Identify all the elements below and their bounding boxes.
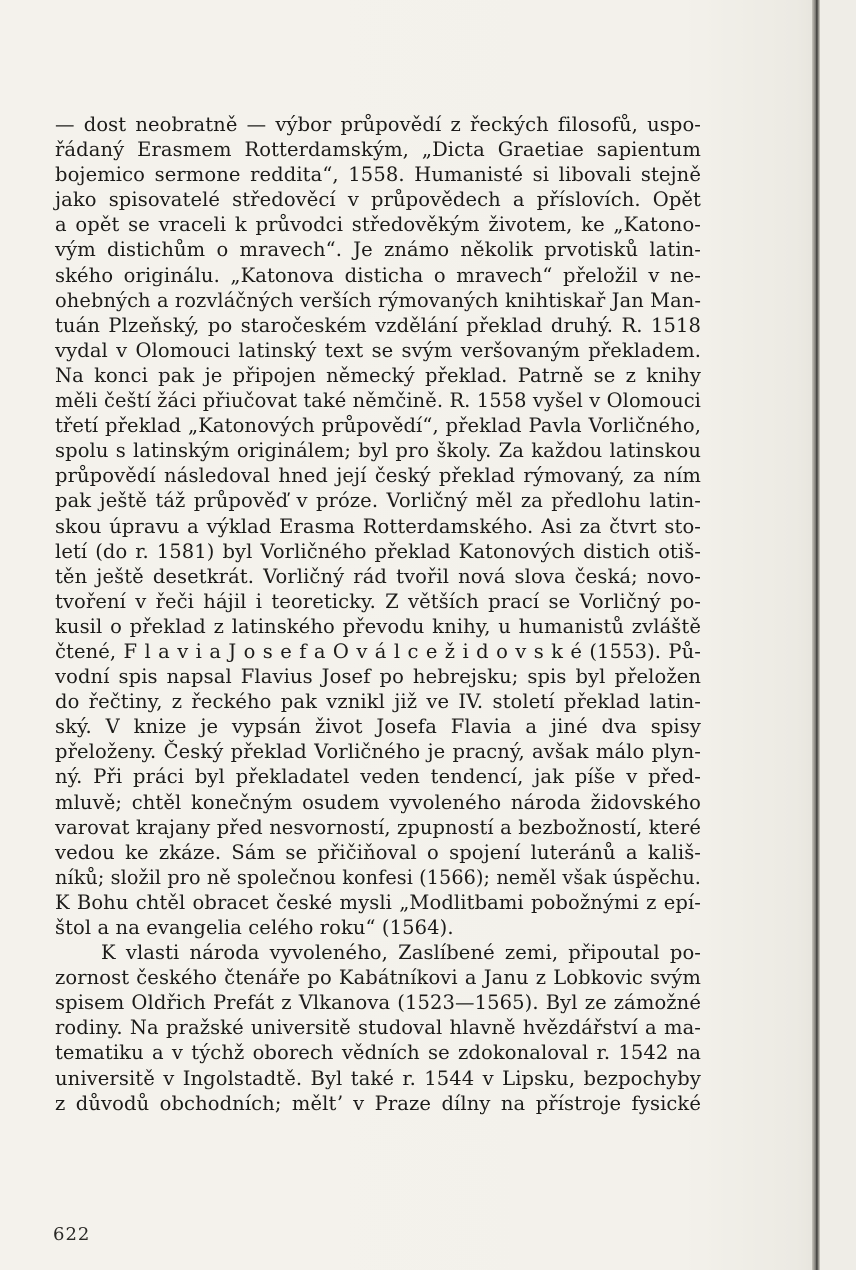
text-line: třetí překlad „Katonových průpovědí“, překlad Pavla Vorličného, bbox=[55, 414, 701, 438]
text-line: těn ještě desetkrát. Vorličný rád tvořil nová slova česká; novo- bbox=[55, 564, 701, 588]
text-line: vydal v Olomouci latinský text se svým veršovaným překladem. bbox=[55, 338, 701, 362]
text-line: vodní spis napsal Flavius Josef po hebrejsku; spis byl přeložen bbox=[55, 665, 701, 689]
paragraph-end-line: štol a na evangelia celého roku“ (1564). bbox=[55, 916, 454, 939]
text-line: mluvě; chtěl konečným osudem vyvoleného národa židovského bbox=[55, 790, 701, 814]
text-line: K Bohu chtěl obracet české mysli „Modlitbami pobožnými z epí- bbox=[55, 890, 701, 914]
text-line: spisem Oldřich Prefát z Vlkanova (1523—1565). Byl ze zámožné bbox=[55, 991, 701, 1015]
facing-page-edge bbox=[820, 0, 856, 1270]
text-line: tuán Plzeňský, po staročeském vzdělání překlad druhý. R. 1518 bbox=[55, 313, 701, 337]
text-line: universitě v Ingolstadtě. Byl také r. 1544 v Lipsku, bezpochyby bbox=[55, 1066, 701, 1090]
text-line: rodiny. Na pražské universitě studoval hlavně hvězdářství a ma- bbox=[55, 1016, 701, 1040]
text-line: spolu s latinským originálem; byl pro školy. Za každou latinskou bbox=[55, 439, 701, 463]
text-line: ný. Při práci byl překladatel veden tendencí, jak píše v před- bbox=[55, 765, 701, 789]
book-spine-shadow bbox=[812, 0, 820, 1270]
text-line: skou úpravu a výklad Erasma Rotterdamského. Asi za čtvrt sto- bbox=[55, 514, 701, 538]
text-line: do řečtiny, z řeckého pak vznikl již ve IV. století překlad latin- bbox=[55, 690, 701, 714]
paragraph-start-line: K vlasti národa vyvoleného, Zaslíbené zemi, připoutal po- bbox=[101, 941, 701, 965]
text-line: tematiku a v týchž oborech vědních se zdokonaloval r. 1542 na bbox=[55, 1041, 701, 1065]
text-line: níků; složil pro ně společnou konfesi (1566); neměl však úspěchu. bbox=[55, 865, 701, 889]
text-line: kusil o překlad z latinského převodu knihy, u humanistů zvláště bbox=[55, 614, 701, 638]
text-line: letí (do r. 1581) byl Vorličného překlad Katonových distich otiš- bbox=[55, 539, 701, 563]
text-line: pak ještě táž průpověď v próze. Vorličný měl za předlohu latin- bbox=[55, 489, 701, 513]
text-line: z důvodů obchodních; měltʼ v Praze dílny na přístroje fysické bbox=[55, 1091, 701, 1115]
text-line: ohebných a rozvláčných verších rýmovaných knihtiskař Jan Man- bbox=[55, 288, 701, 312]
text-line: měli čeští žáci přiučovat také němčině. R. 1558 vyšel v Olomouci bbox=[55, 389, 701, 413]
text-line: řádaný Erasmem Rotterdamským, „Dicta Graetiae sapientum bbox=[55, 138, 701, 162]
text-line: a opět se vraceli k průvodci středověkým životem, ke „Katono- bbox=[55, 213, 701, 237]
body-text bbox=[55, 112, 701, 1116]
text-line: Na konci pak je připojen německý překlad. Patrně se z knihy bbox=[55, 363, 701, 387]
text-line: ského originálu. „Katonova disticha o mravech“ přeložil v ne- bbox=[55, 263, 701, 287]
text-line: varovat krajany před nesvorností, zpupností a bezbožností, které bbox=[55, 815, 701, 839]
text-line: zornost českého čtenáře po Kabátníkovi a Janu z Lobkovic svým bbox=[55, 966, 701, 990]
text-line: přeloženy. Český překlad Vorličného je pracný, avšak málo plyn- bbox=[55, 740, 701, 764]
text-line: vedou ke zkáze. Sám se přičiňoval o spojení luteránů a kališ- bbox=[55, 840, 701, 864]
text-line: — dost neobratně — výbor průpovědí z řeckých filosofů, uspo- bbox=[55, 113, 701, 136]
text-line: tvoření v řeči hájil i teoreticky. Z větších prací se Vorličný po- bbox=[55, 589, 701, 613]
text-line: průpovědí následoval hned její český překlad rýmovaný, za ním bbox=[55, 464, 701, 488]
text-line: jako spisovatelé středověcí v průpovědech a příslovích. Opět bbox=[55, 188, 701, 212]
page-number: 622 bbox=[53, 1224, 91, 1245]
text-line: vým distichům o mravech“. Je známo několik prvotisků latin- bbox=[55, 238, 701, 262]
text-line: bojemico sermone reddita“, 1558. Humanisté si libovali stejně bbox=[55, 163, 701, 187]
text-line: čtené, F l a v i a J o s e f a O v á l c e ž i d o v s k é (1553). Pů- bbox=[55, 639, 701, 663]
text-line: ský. V knize je vypsán život Josefa Flavia a jiné dva spisy bbox=[55, 715, 701, 739]
